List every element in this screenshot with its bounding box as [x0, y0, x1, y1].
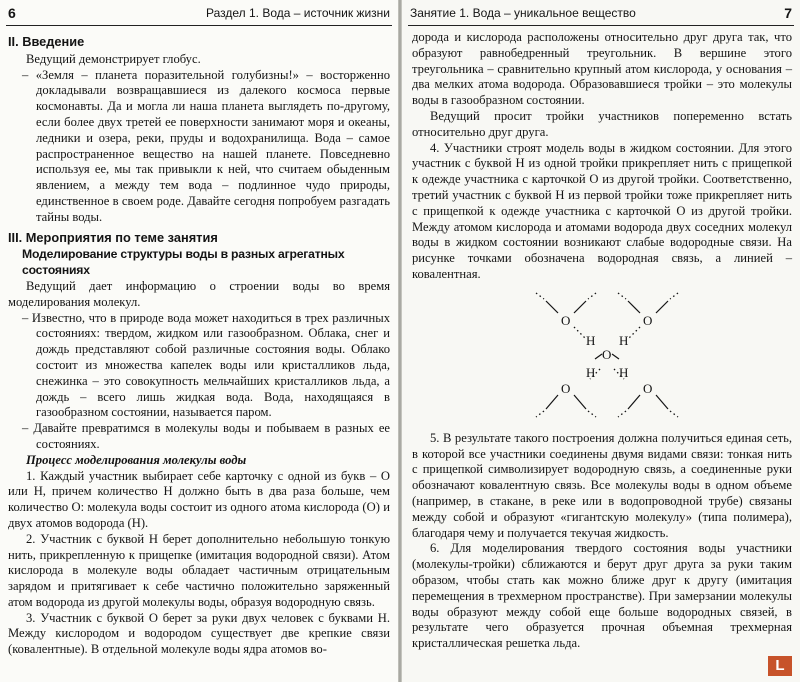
- oxygen-atom-label: O: [643, 380, 653, 396]
- step-4: 4. Участники строят модель воды в жидком состоянии. Для этого участник с буквой Н из одной тройки прикрепляет нить с прищепкой к одежде участника с карточкой О из другой тройки. Соответственно, третий участник с буквой Н из первой тройки тоже прикрепляет нить с прищепкой к одежде участника с карточкой О из другой тройки. Между атомом кислорода и атомами водорода двух соседних молекул воды в жидком состоянии возникают слабые водородные связи. На рисунке точками обозначена водородная связь, а линией – ковалентная.: [412, 140, 792, 281]
- oxygen-atom-label: O: [602, 346, 612, 362]
- right-section-title: Занятие 1. Вода – уникальное вещество: [410, 6, 636, 20]
- oxygen-atom-label: O: [561, 312, 571, 328]
- step-1: 1. Каждый участник выбирает себе карточку с одной из букв – О или Н, причем количество Н должно быть в два раза больше, чем количество О: молекула воды состоит из одного атома кислорода (О) и двух атомов водорода (Н).: [8, 468, 390, 530]
- oxygen-atom-label: O: [561, 380, 571, 396]
- covalent-bond-line: [628, 301, 640, 313]
- covalent-bond-line: [574, 395, 586, 409]
- process-heading: Процесс моделирования молекулы воды: [26, 452, 247, 467]
- states-paragraph: – Известно, что в природе вода может находиться в трех различных состояниях: твердом, жидком или газообразном. Облака, снег и дождь представляют собой различные состояния воды. Облако состоит из множества капелек воды или кристалликов льда, снежинка – это совокупность мельчайших кристалликов льда, а дождь – всего лишь жидкая вода. Вода, находящаяся в газообразном состоянии, называется паром.: [22, 310, 390, 420]
- hydrogen-bond-dots: [536, 411, 544, 417]
- activity-lead: Ведущий дает информацию о строении воды во время моделирования молекул.: [8, 278, 390, 309]
- intro-heading: II. Введение: [8, 34, 85, 49]
- hydrogen-bond-figure: [532, 287, 682, 419]
- hydrogen-bond-dots: [670, 293, 678, 299]
- hydrogen-bond-dots: [588, 293, 596, 299]
- hydrogen-bond-dots: [629, 327, 640, 338]
- left-running-header: [6, 5, 392, 26]
- right-page-body: [412, 30, 792, 652]
- covalent-bond-line: [628, 395, 640, 409]
- intro-quote: – «Земля – планета поразительной голубизны!» – восторженно докладывали возвращавшиеся из далекого космоса первые космонавты. Да и могла ли наша планета выглядеть по-другому, если более двух третей ее поверхности занимают моря и океаны, ледники и озера, реки, пруды и водохранилища. Вода – самое распространенное вещество на нашей планете. Повседневно используя ее, мы так привыкли к ней, что считаем обыденным явлением, а между тем вода – подлинное чудо природы, единственное в своем роде. Давайте сегодня попробуем разгадать тайны воды.: [22, 67, 390, 224]
- left-page-body: [8, 34, 390, 658]
- covalent-bond-line: [612, 354, 619, 359]
- covalent-bond-line: [574, 301, 586, 313]
- pairing-lead: Ведущий просит тройки участников попеременно встать относительно друг друга.: [412, 108, 792, 139]
- hydrogen-atom-label: H: [619, 332, 629, 348]
- activity-heading: III. Мероприятия по теме занятия: [8, 229, 218, 245]
- covalent-bond-line: [546, 301, 558, 313]
- modeling-subheading: Моделирование структуры воды в разных агрегатных состояниях: [22, 247, 345, 278]
- hydrogen-atom-label: H: [586, 364, 596, 380]
- invite-paragraph: – Давайте превратимся в молекулы воды и побываем в разных ее состояниях.: [22, 421, 390, 451]
- covalent-bond-line: [546, 395, 558, 409]
- hydrogen-bond-dots: [618, 293, 626, 299]
- hydrogen-bond-dots: [536, 293, 544, 299]
- right-page: [402, 0, 800, 682]
- step-2: 2. Участник с буквой Н берет дополнительно небольшую тонкую нить, прикрепленную к прищепке (имитация водородной связи). Атом кислорода в молекуле воды обладает частичным отрицательным зарядом и притягивает к себе частично положительно заряженный атом водорода из другой молекулы воды, образуя водородную связь.: [8, 531, 390, 609]
- hydrogen-bond-dots: [670, 411, 678, 417]
- oxygen-atom-label: O: [643, 312, 653, 328]
- step-6: 6. Для моделирования твердого состояния воды участники (молекулы-тройки) сближаются и берут друг друга за руки таким образом, чтобы стать как можно ближе друг к другу (имитация перемещения в трехмерном пространстве). При замерзании молекулы воды образуют между собой еще больше водородных связей, в результате чего образуется прочная объемная трехмерная кристаллическая решетка льда.: [412, 541, 792, 651]
- left-page: [0, 0, 398, 682]
- right-page-number: 7: [784, 5, 792, 21]
- watermark-logo: L: [768, 656, 792, 676]
- covalent-bond-line: [656, 395, 668, 409]
- water-molecule-diagram: [412, 285, 792, 425]
- hydrogen-bond-dots: [574, 327, 585, 338]
- continued-paragraph: дорода и кислорода расположены относительно друг друга так, что образуют равнобедренный треугольник. В вершине этого треугольника – сравнительно крупный атом кислорода, у основания – два мелких атома водорода. Образовавшиеся тройки – это молекулы воды в газообразном состоянии.: [412, 30, 792, 108]
- left-section-title: Раздел 1. Вода – источник жизни: [206, 6, 390, 20]
- step-3: 3. Участник с буквой О берет за руки двух человек с буквами Н. Между кислородом и водородом существует две крепкие связи (ковалентные). В отдельной молекуле воды ядра атомов во-: [8, 610, 390, 657]
- intro-lead: Ведущий демонстрирует глобус.: [26, 51, 201, 66]
- right-running-header: [408, 5, 794, 26]
- hydrogen-bond-dots: [588, 411, 596, 417]
- hydrogen-atom-label: H: [586, 332, 596, 348]
- hydrogen-bond-dots: [618, 411, 626, 417]
- left-page-number: 6: [8, 5, 16, 21]
- hydrogen-atom-label: H: [619, 364, 629, 380]
- covalent-bond-line: [656, 301, 668, 313]
- step-5: 5. В результате такого построения должна получиться единая сеть, в которой все участники соединены двумя видами связи: тонкая нить с прищепкой символизирует водородную связь, а соединенные руки обозначают ковалентную связь. Все молекулы воды в одном объеме (например, в стакане, в реке или в водопроводной трубе) связаны между собой и образуют «гигантскую молекулу» (типа полимера), благодаря чему и получается текучая жидкость.: [412, 430, 792, 540]
- covalent-bond-line: [595, 354, 602, 359]
